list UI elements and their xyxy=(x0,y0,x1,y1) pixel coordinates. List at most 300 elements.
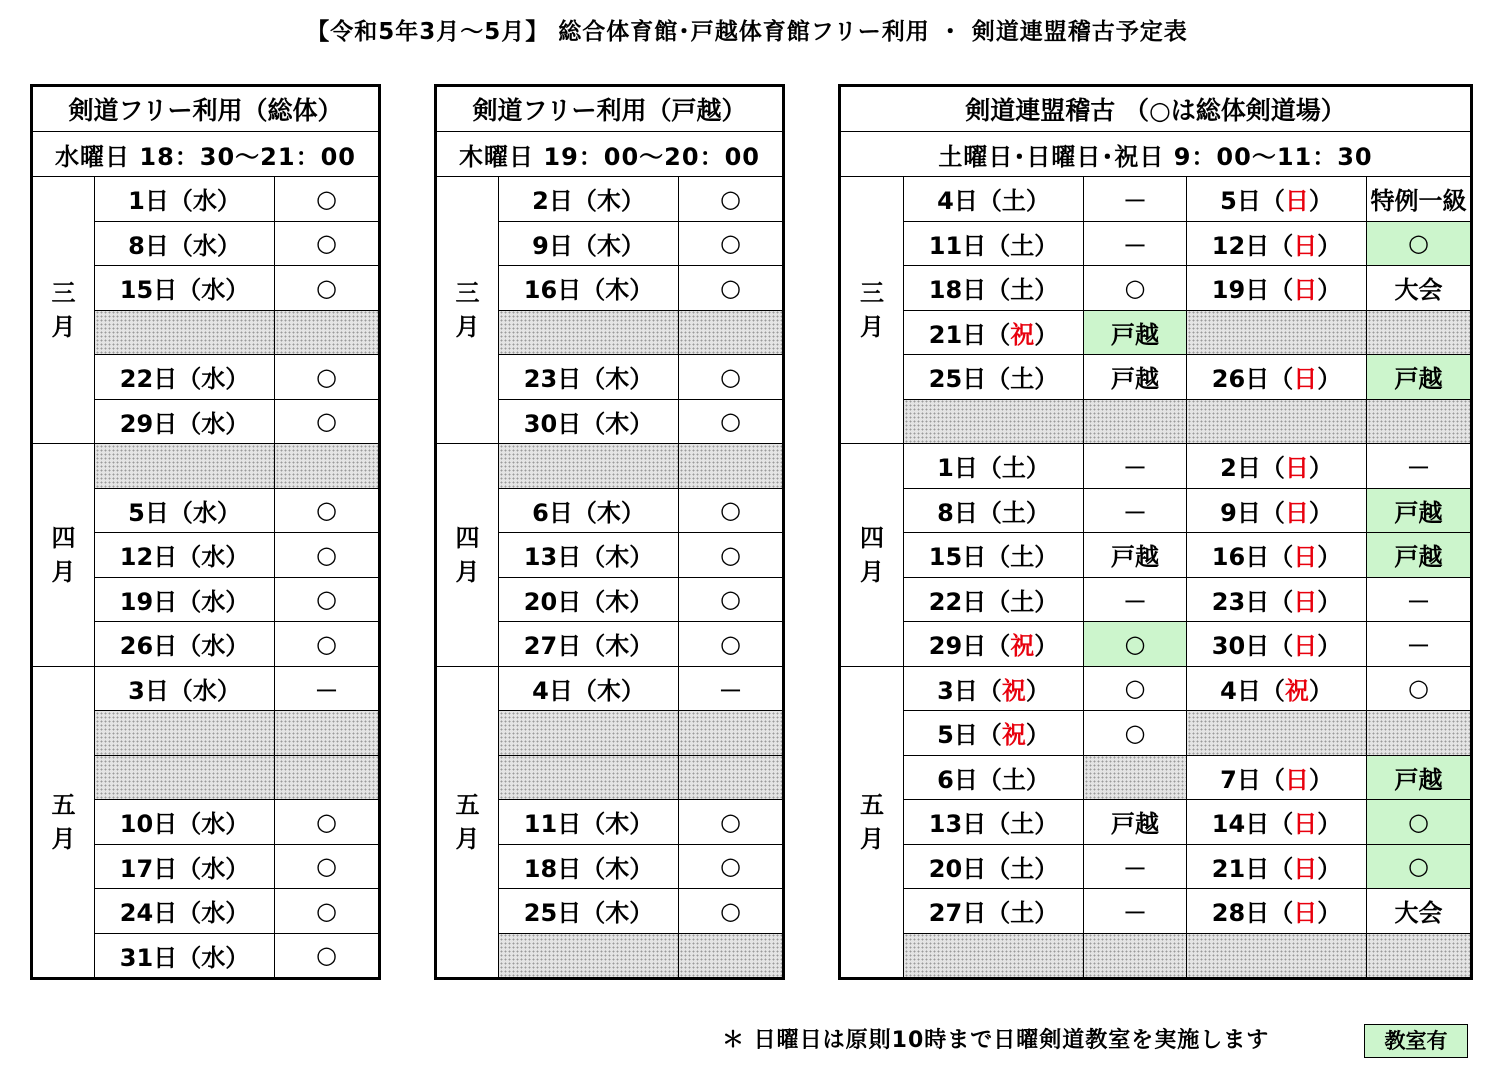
date-text: 15日 xyxy=(928,543,987,572)
date-text: 20日 xyxy=(928,854,987,883)
paren: ） xyxy=(1034,320,1059,349)
saturday-date-cell xyxy=(904,889,1084,934)
table-row xyxy=(32,444,380,489)
status-mark: ○ xyxy=(679,221,784,266)
date-cell xyxy=(95,666,275,711)
closed-cell xyxy=(499,933,679,979)
date-cell xyxy=(499,533,679,578)
paren: ） xyxy=(1308,765,1333,794)
closed-cell xyxy=(95,444,275,489)
table-header: 剣道フリー利用（総体） xyxy=(32,86,380,132)
date-text: 10日 xyxy=(119,810,178,839)
table-row xyxy=(840,533,1472,578)
weekday-text: （木） xyxy=(581,899,654,928)
sunday-date-cell xyxy=(1187,622,1367,667)
sotai-free-use-table xyxy=(30,84,381,980)
paren: ） xyxy=(1308,454,1333,483)
table-row xyxy=(840,711,1472,756)
date-cell xyxy=(95,622,275,667)
closed-cell xyxy=(1187,399,1367,444)
status-mark: ○ xyxy=(275,355,380,400)
month-label xyxy=(32,666,95,979)
schedule-time: 土曜日･日曜日･祝日 9：00～11：30 xyxy=(840,132,1472,177)
weekday-text: （水） xyxy=(177,365,250,394)
saturday-date-cell xyxy=(904,221,1084,266)
saturday-status: ○ xyxy=(1084,711,1187,756)
table-row xyxy=(840,933,1472,979)
paren: （ xyxy=(986,810,1011,839)
closed-cell xyxy=(679,711,784,756)
date-text: 13日 xyxy=(523,543,582,572)
month-char: 五 xyxy=(51,790,76,819)
sunday-date-cell xyxy=(1187,488,1367,533)
date-text: 2日 xyxy=(1220,454,1261,483)
paren: ） xyxy=(1025,676,1050,705)
weekday-text: 土 xyxy=(1010,543,1035,572)
status-mark: ○ xyxy=(679,844,784,889)
sunday-status: ○ xyxy=(1367,666,1472,711)
date-cell xyxy=(499,622,679,667)
date-text: 25日 xyxy=(523,899,582,928)
weekday-text: 土 xyxy=(1010,365,1035,394)
paren: ） xyxy=(1034,587,1059,616)
saturday-date-cell xyxy=(904,666,1084,711)
paren: ） xyxy=(1025,765,1050,794)
paren: ） xyxy=(1308,676,1333,705)
paren: （ xyxy=(1269,854,1294,883)
sunday-date-cell xyxy=(1187,666,1367,711)
weekday-text: 土 xyxy=(1001,498,1026,527)
month-char: 月 xyxy=(51,313,76,341)
date-text: 23日 xyxy=(1211,587,1270,616)
paren: ） xyxy=(1034,632,1059,661)
table-row xyxy=(840,266,1472,311)
closed-cell xyxy=(499,711,679,756)
paren: （ xyxy=(986,854,1011,883)
sunday-date-cell xyxy=(1187,533,1367,578)
closed-cell xyxy=(1187,711,1367,756)
schedule-time: 水曜日 18：30～21：00 xyxy=(32,132,380,177)
paren: （ xyxy=(1269,543,1294,572)
date-text: 3日 xyxy=(128,676,169,705)
saturday-status: ○ xyxy=(1084,622,1187,667)
month-char: 月 xyxy=(860,557,884,586)
date-text: 25日 xyxy=(928,365,987,394)
closed-cell xyxy=(679,444,784,489)
paren: （ xyxy=(1260,765,1285,794)
closed-cell xyxy=(95,711,275,756)
paren: ） xyxy=(1317,543,1342,572)
saturday-status: － xyxy=(1084,177,1187,222)
date-cell xyxy=(95,266,275,311)
status-mark: ○ xyxy=(275,399,380,444)
saturday-status: 戸越 xyxy=(1084,310,1187,355)
weekday-text: 日 xyxy=(1293,365,1318,394)
month-char: 月 xyxy=(455,557,480,586)
table-row xyxy=(436,177,784,222)
date-text: 14日 xyxy=(1211,810,1270,839)
paren: （ xyxy=(986,587,1011,616)
weekday-text: （木） xyxy=(581,810,654,839)
status-mark: ○ xyxy=(275,177,380,222)
date-cell xyxy=(95,577,275,622)
closed-cell xyxy=(1084,933,1187,979)
closed-cell xyxy=(1367,711,1472,756)
status-mark: ○ xyxy=(275,800,380,845)
date-text: 26日 xyxy=(1211,365,1270,394)
status-mark: ○ xyxy=(275,933,380,979)
saturday-status: － xyxy=(1084,221,1187,266)
weekday-text: 土 xyxy=(1010,231,1035,260)
weekday-text: 祝 xyxy=(1284,676,1309,705)
paren: （ xyxy=(1269,587,1294,616)
month-label xyxy=(840,177,904,444)
date-text: 29日 xyxy=(119,409,178,438)
saturday-date-cell xyxy=(904,533,1084,578)
weekday-text: （木） xyxy=(581,276,654,305)
paren: （ xyxy=(977,498,1002,527)
date-text: 4日 xyxy=(937,187,978,216)
paren: ） xyxy=(1317,632,1342,661)
status-mark: ○ xyxy=(679,533,784,578)
date-cell xyxy=(499,355,679,400)
paren: （ xyxy=(1269,365,1294,394)
weekday-text: （水） xyxy=(168,498,241,527)
table-row xyxy=(840,310,1472,355)
paren: （ xyxy=(977,721,1002,750)
weekday-text: 日 xyxy=(1293,810,1318,839)
table-row xyxy=(840,577,1472,622)
sunday-date-cell xyxy=(1187,221,1367,266)
sunday-status: ○ xyxy=(1367,800,1472,845)
date-text: 11日 xyxy=(523,810,582,839)
weekday-text: （水） xyxy=(177,943,250,972)
sunday-date-cell xyxy=(1187,355,1367,400)
date-text: 9日 xyxy=(532,231,573,260)
paren: （ xyxy=(1260,498,1285,527)
weekday-text: 日 xyxy=(1284,454,1309,483)
sunday-status: 大会 xyxy=(1367,889,1472,934)
month-label xyxy=(840,444,904,667)
paren: （ xyxy=(1260,676,1285,705)
paren: （ xyxy=(986,231,1011,260)
weekday-text: 日 xyxy=(1293,587,1318,616)
saturday-status: － xyxy=(1084,577,1187,622)
date-text: 1日 xyxy=(128,187,169,216)
closed-cell xyxy=(1187,310,1367,355)
saturday-date-cell xyxy=(904,577,1084,622)
sunday-date-cell xyxy=(1187,800,1367,845)
status-mark: ○ xyxy=(679,177,784,222)
date-text: 21日 xyxy=(1211,854,1270,883)
weekday-text: 土 xyxy=(1001,454,1026,483)
date-text: 5日 xyxy=(128,498,169,527)
paren: （ xyxy=(986,632,1011,661)
status-mark: － xyxy=(275,666,380,711)
closed-cell xyxy=(275,310,380,355)
date-text: 12日 xyxy=(119,543,178,572)
closed-cell xyxy=(95,755,275,800)
weekday-text: 土 xyxy=(1010,810,1035,839)
paren: ） xyxy=(1034,899,1059,928)
weekday-text: 日 xyxy=(1293,632,1318,661)
paren: ） xyxy=(1025,721,1050,750)
paren: （ xyxy=(1269,231,1294,260)
table-row xyxy=(840,800,1472,845)
closed-cell xyxy=(275,444,380,489)
sunday-date-cell xyxy=(1187,266,1367,311)
date-text: 21日 xyxy=(928,320,987,349)
paren: （ xyxy=(1269,276,1294,305)
status-mark: ○ xyxy=(275,889,380,934)
weekday-text: （木） xyxy=(581,854,654,883)
closed-cell xyxy=(679,755,784,800)
date-cell xyxy=(95,177,275,222)
paren: ） xyxy=(1317,854,1342,883)
weekday-text: 日 xyxy=(1293,543,1318,572)
weekday-text: （水） xyxy=(177,899,250,928)
status-mark: ○ xyxy=(679,577,784,622)
table-row xyxy=(840,399,1472,444)
date-text: 29日 xyxy=(928,632,987,661)
closed-cell xyxy=(1367,933,1472,979)
weekday-text: （水） xyxy=(177,587,250,616)
closed-cell xyxy=(1367,310,1472,355)
table-row xyxy=(436,666,784,711)
status-mark: ○ xyxy=(275,221,380,266)
date-text: 26日 xyxy=(119,632,178,661)
month-char: 四 xyxy=(51,523,76,552)
status-mark: ○ xyxy=(275,266,380,311)
sunday-status: 特例一級 xyxy=(1367,177,1472,222)
saturday-date-cell xyxy=(904,755,1084,800)
saturday-status: － xyxy=(1084,844,1187,889)
paren: ） xyxy=(1308,498,1333,527)
renmei-practice-table xyxy=(838,84,1473,980)
paren: （ xyxy=(1260,187,1285,216)
table-row xyxy=(840,355,1472,400)
closed-cell xyxy=(1367,399,1472,444)
table-row xyxy=(840,755,1472,800)
closed-cell xyxy=(679,933,784,979)
saturday-status: － xyxy=(1084,444,1187,489)
month-label xyxy=(32,177,95,444)
sunday-date-cell xyxy=(1187,444,1367,489)
saturday-status: 戸越 xyxy=(1084,355,1187,400)
paren: ） xyxy=(1034,854,1059,883)
date-text: 6日 xyxy=(937,765,978,794)
month-label xyxy=(436,177,499,444)
date-text: 23日 xyxy=(523,365,582,394)
date-text: 27日 xyxy=(928,899,987,928)
paren: ） xyxy=(1025,454,1050,483)
status-mark: ○ xyxy=(275,577,380,622)
date-cell xyxy=(499,577,679,622)
date-text: 30日 xyxy=(1211,632,1270,661)
weekday-text: 土 xyxy=(1010,854,1035,883)
table-row xyxy=(32,666,380,711)
date-text: 22日 xyxy=(119,365,178,394)
table-row xyxy=(840,844,1472,889)
date-text: 12日 xyxy=(1211,231,1270,260)
status-mark: － xyxy=(679,666,784,711)
date-text: 17日 xyxy=(119,854,178,883)
month-char: 三 xyxy=(51,279,76,307)
sunday-status: 大会 xyxy=(1367,266,1472,311)
sunday-status: ○ xyxy=(1367,844,1472,889)
date-text: 18日 xyxy=(523,854,582,883)
saturday-date-cell xyxy=(904,444,1084,489)
month-label xyxy=(32,444,95,667)
weekday-text: （水） xyxy=(168,231,241,260)
sunday-date-cell xyxy=(1187,889,1367,934)
date-text: 30日 xyxy=(523,409,582,438)
date-text: 16日 xyxy=(523,276,582,305)
paren: （ xyxy=(986,543,1011,572)
date-cell xyxy=(499,177,679,222)
sunday-status: ○ xyxy=(1367,221,1472,266)
date-text: 6日 xyxy=(532,498,573,527)
month-char: 月 xyxy=(860,313,884,341)
sunday-status: 戸越 xyxy=(1367,755,1472,800)
date-cell xyxy=(499,889,679,934)
paren: ） xyxy=(1317,276,1342,305)
weekday-text: （水） xyxy=(177,854,250,883)
weekday-text: （水） xyxy=(168,187,241,216)
weekday-text: 土 xyxy=(1001,187,1026,216)
weekday-text: 日 xyxy=(1293,276,1318,305)
saturday-date-cell xyxy=(904,177,1084,222)
paren: （ xyxy=(977,187,1002,216)
weekday-text: 土 xyxy=(1010,899,1035,928)
date-text: 11日 xyxy=(928,231,987,260)
togoshi-free-use-table xyxy=(434,84,785,980)
legend-classroom: 教室有 xyxy=(1364,1024,1468,1058)
paren: ） xyxy=(1308,187,1333,216)
date-cell xyxy=(95,399,275,444)
paren: ） xyxy=(1317,587,1342,616)
sunday-date-cell xyxy=(1187,755,1367,800)
month-char: 三 xyxy=(860,279,884,307)
date-cell xyxy=(499,399,679,444)
weekday-text: （木） xyxy=(572,231,645,260)
paren: ） xyxy=(1034,231,1059,260)
paren: （ xyxy=(986,320,1011,349)
table-row xyxy=(840,177,1472,222)
saturday-status: 戸越 xyxy=(1084,800,1187,845)
table-row xyxy=(840,488,1472,533)
weekday-text: （木） xyxy=(572,676,645,705)
weekday-text: 日 xyxy=(1293,231,1318,260)
status-mark: ○ xyxy=(275,844,380,889)
date-text: 18日 xyxy=(928,276,987,305)
weekday-text: 日 xyxy=(1284,765,1309,794)
date-cell xyxy=(499,800,679,845)
saturday-status xyxy=(1084,755,1187,800)
date-cell xyxy=(499,844,679,889)
sunday-status: 戸越 xyxy=(1367,355,1472,400)
weekday-text: 日 xyxy=(1284,498,1309,527)
closed-cell xyxy=(679,310,784,355)
saturday-date-cell xyxy=(904,622,1084,667)
table-row xyxy=(32,177,380,222)
paren: （ xyxy=(977,454,1002,483)
weekday-text: 祝 xyxy=(1001,676,1026,705)
weekday-text: （木） xyxy=(581,632,654,661)
sunday-status: － xyxy=(1367,444,1472,489)
paren: （ xyxy=(977,676,1002,705)
weekday-text: （水） xyxy=(177,543,250,572)
closed-cell xyxy=(275,711,380,756)
month-label xyxy=(840,666,904,979)
weekday-text: 土 xyxy=(1010,276,1035,305)
date-cell xyxy=(95,844,275,889)
date-text: 7日 xyxy=(1220,765,1261,794)
month-label xyxy=(436,444,499,667)
weekday-text: 土 xyxy=(1010,587,1035,616)
paren: （ xyxy=(1269,899,1294,928)
date-text: 5日 xyxy=(1220,187,1261,216)
status-mark: ○ xyxy=(275,488,380,533)
closed-cell xyxy=(499,755,679,800)
date-cell xyxy=(95,488,275,533)
sunday-status: 戸越 xyxy=(1367,533,1472,578)
weekday-text: （水） xyxy=(177,409,250,438)
date-cell xyxy=(95,800,275,845)
status-mark: ○ xyxy=(679,266,784,311)
date-cell xyxy=(95,221,275,266)
page-title: 【令和5年3月～5月】 総合体育館･戸越体育館フリー利用 ・ 剣道連盟稽古予定表 xyxy=(306,19,1188,45)
weekday-text: 祝 xyxy=(1010,632,1035,661)
date-cell xyxy=(499,488,679,533)
date-cell xyxy=(95,889,275,934)
sunday-date-cell xyxy=(1187,177,1367,222)
paren: （ xyxy=(986,899,1011,928)
saturday-date-cell xyxy=(904,355,1084,400)
paren: ） xyxy=(1317,810,1342,839)
closed-cell xyxy=(1187,933,1367,979)
footer-note: ＊ 日曜日は原則10時まで日曜剣道教室を実施します xyxy=(722,1028,1270,1053)
table-row xyxy=(840,889,1472,934)
paren: （ xyxy=(1269,810,1294,839)
weekday-text: （水） xyxy=(177,632,250,661)
weekday-text: （木） xyxy=(572,187,645,216)
month-char: 五 xyxy=(860,790,884,819)
table-row xyxy=(840,622,1472,667)
table-header: 剣道連盟稽古 （○は総体剣道場） xyxy=(840,86,1472,132)
date-text: 19日 xyxy=(119,587,178,616)
date-text: 3日 xyxy=(937,676,978,705)
date-text: 8日 xyxy=(937,498,978,527)
closed-cell xyxy=(904,933,1084,979)
saturday-date-cell xyxy=(904,844,1084,889)
paren: ） xyxy=(1317,231,1342,260)
date-text: 5日 xyxy=(937,721,978,750)
sunday-status: 戸越 xyxy=(1367,488,1472,533)
paren: （ xyxy=(977,765,1002,794)
month-char: 月 xyxy=(455,824,480,853)
date-text: 16日 xyxy=(1211,543,1270,572)
date-cell xyxy=(95,933,275,979)
paren: ） xyxy=(1034,276,1059,305)
saturday-status: － xyxy=(1084,889,1187,934)
paren: ） xyxy=(1317,899,1342,928)
closed-cell xyxy=(499,444,679,489)
date-text: 22日 xyxy=(928,587,987,616)
status-mark: ○ xyxy=(679,399,784,444)
saturday-status: ○ xyxy=(1084,666,1187,711)
paren: ） xyxy=(1034,543,1059,572)
